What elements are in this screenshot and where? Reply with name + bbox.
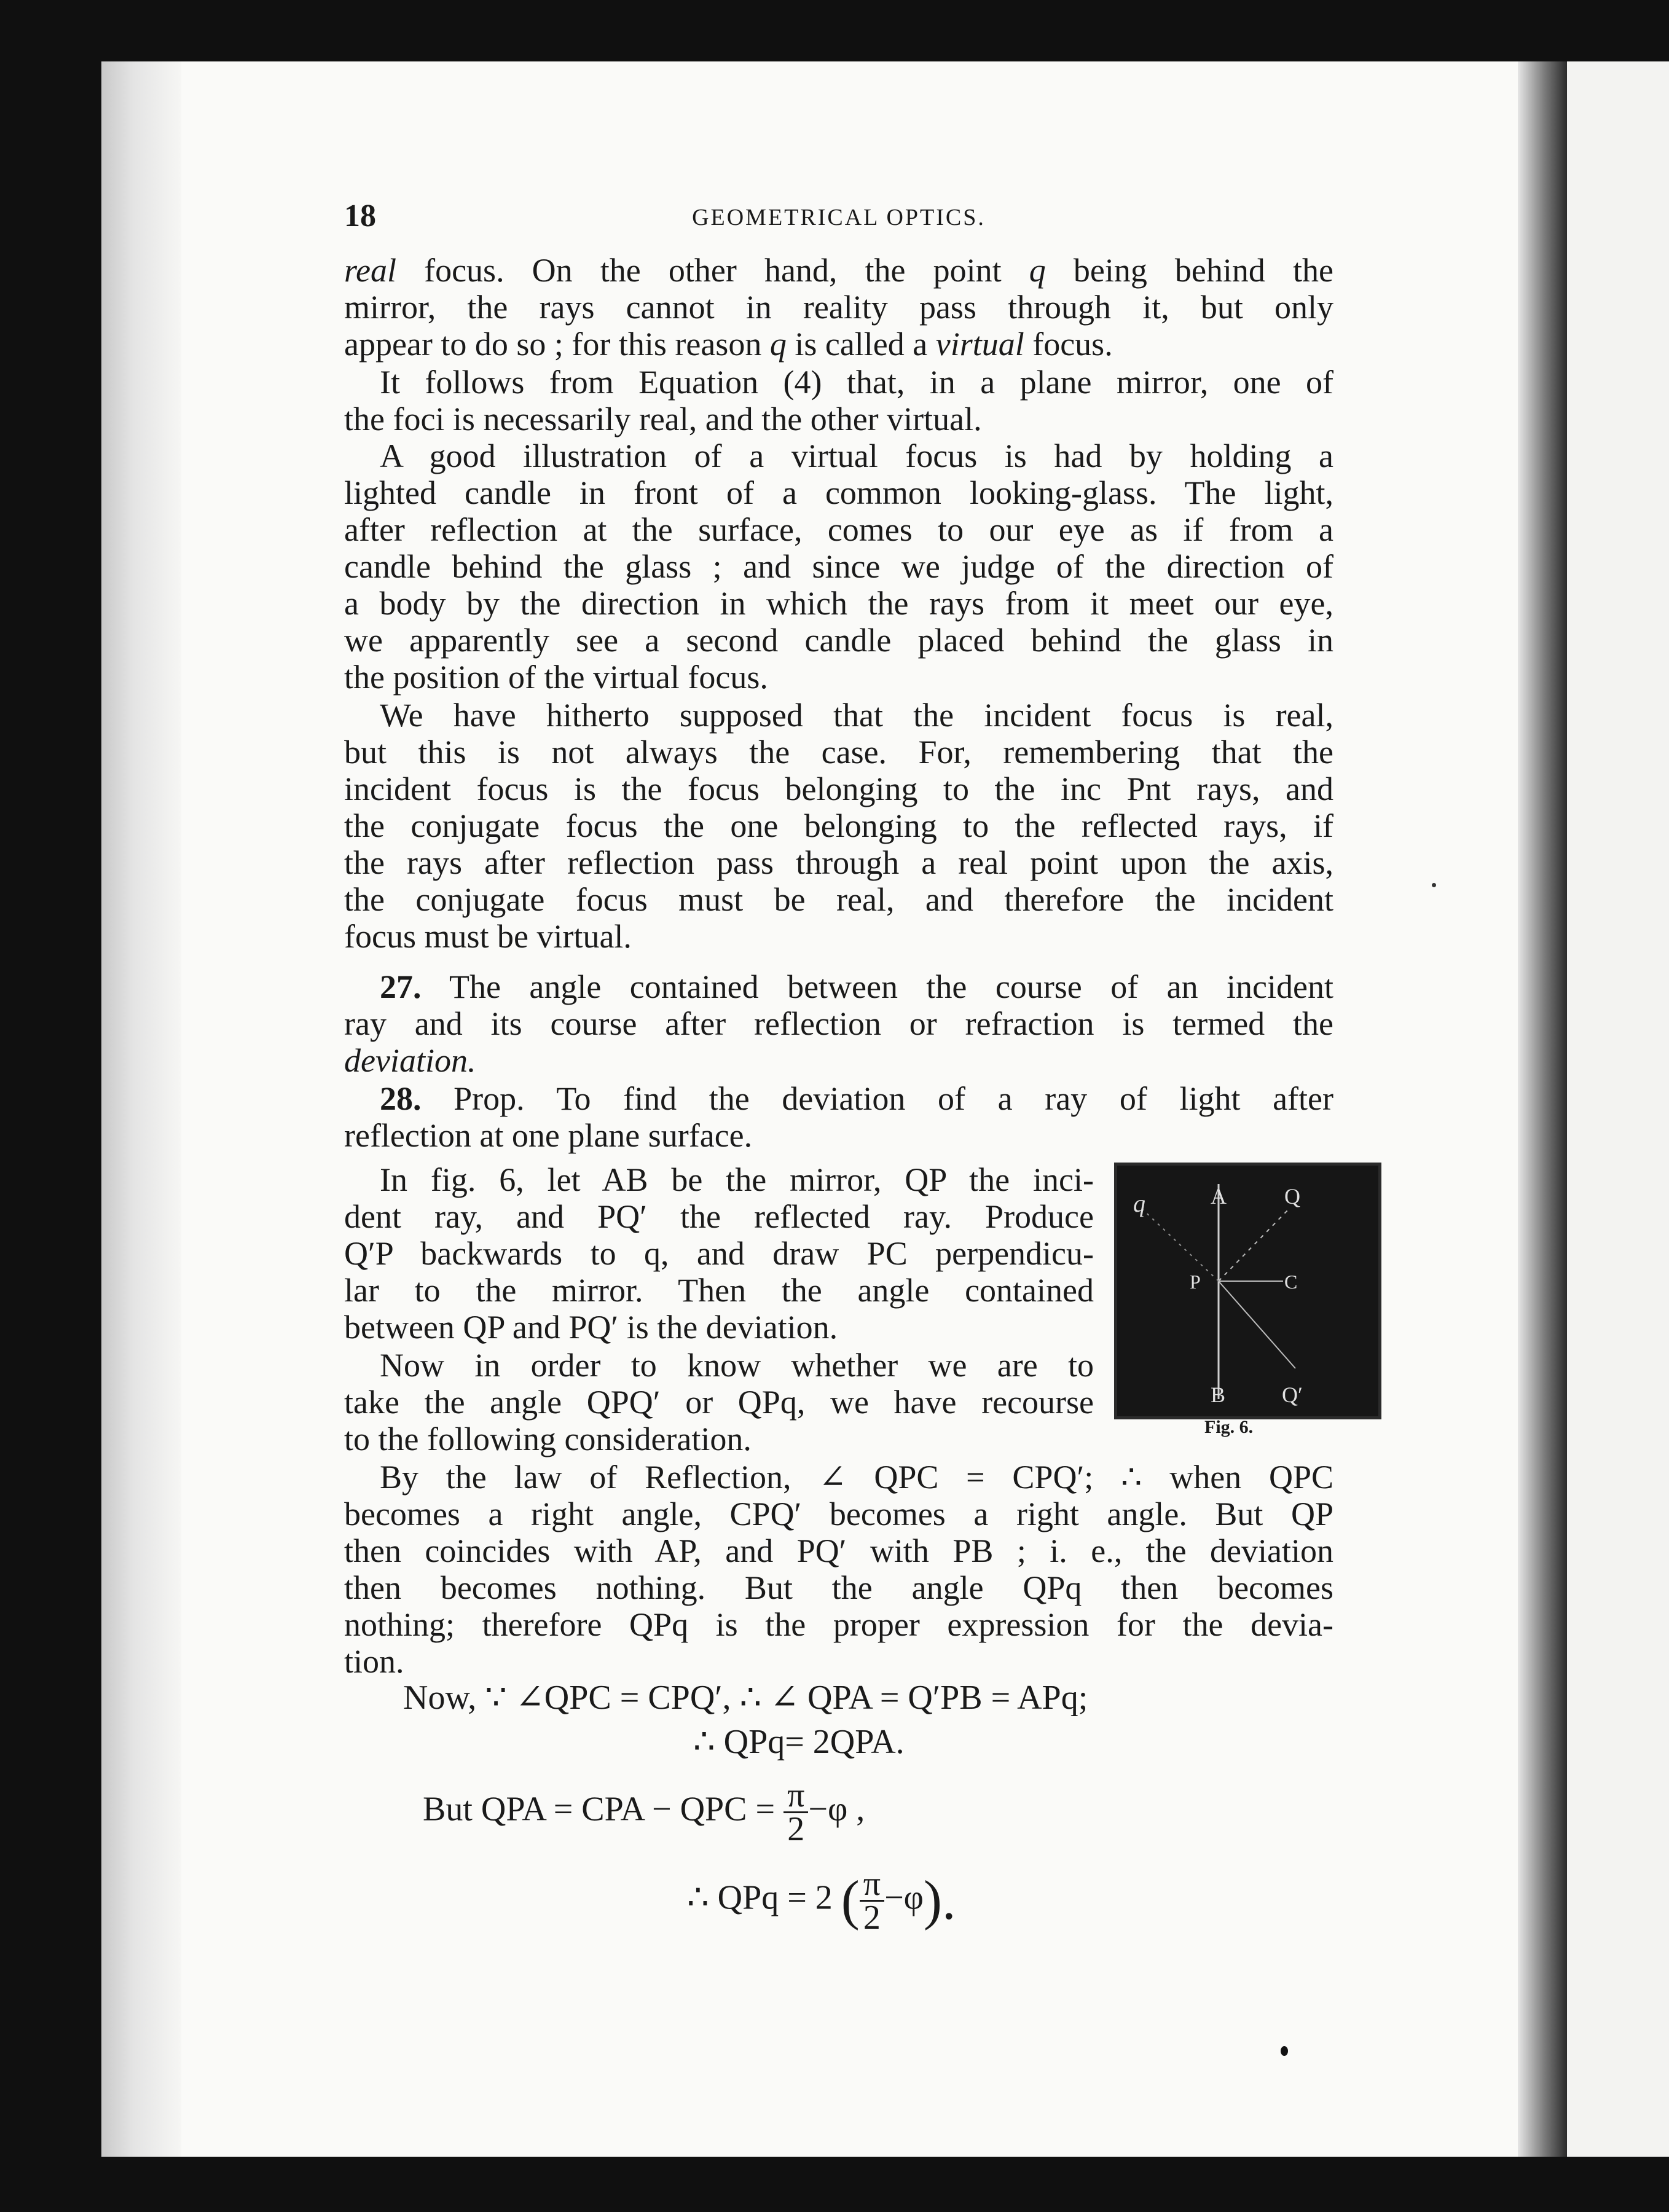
- running-title: GEOMETRICAL OPTICS.: [692, 205, 986, 230]
- italic-term: deviation.: [344, 1042, 476, 1079]
- label-q: q: [1133, 1190, 1145, 1217]
- facing-page-edge: [1567, 61, 1669, 2157]
- label-b: B: [1211, 1382, 1226, 1407]
- running-head: [344, 198, 1333, 235]
- text-line: lighted candle in front of a common looking-glass. The light,: [344, 474, 1333, 511]
- text-line: In fig. 6, let AB be the mirror, QP the inci-: [380, 1161, 1094, 1198]
- text-line: focus must be virtual.: [344, 918, 632, 955]
- text-line: Q′P backwards to q, and draw PC perpendicu-: [344, 1235, 1094, 1272]
- virtual-ray: [1142, 1209, 1219, 1281]
- section-27-line: [380, 968, 1333, 1005]
- text-line: the conjugate focus must be real, and therefore the incident: [344, 881, 1333, 918]
- figure-6: [1114, 1163, 1381, 1419]
- italic-term: virtual: [935, 326, 1024, 363]
- eq-text: ∴ QPq = 2: [687, 1878, 841, 1917]
- section-number: 27.: [380, 968, 422, 1005]
- text-line: [344, 326, 1113, 363]
- text-line: a body by the direction in which the rays from it meet our eye,: [344, 585, 1333, 622]
- page-number: 18: [344, 198, 376, 233]
- italic-term: real: [344, 252, 396, 289]
- text-run: appear to do so ; for this reason: [344, 326, 770, 363]
- incident-ray: [1219, 1209, 1289, 1281]
- text-line: to the following consideration.: [344, 1421, 752, 1457]
- italic-symbol: q: [769, 326, 787, 363]
- text-line: nothing; therefore QPq is the proper expression for the devia-: [344, 1606, 1333, 1643]
- text-line: Now in order to know whether we are to: [380, 1347, 1094, 1384]
- fraction-denominator: 2: [787, 1810, 805, 1848]
- label-a: A: [1211, 1184, 1227, 1209]
- text-line: take the angle QPQ′ or QPq, we have recourse: [344, 1384, 1094, 1421]
- text-line: dent ray, and PQ′ the reflected ray. Produce: [344, 1198, 1094, 1235]
- reflected-ray: [1219, 1281, 1295, 1368]
- scan-speck: [1281, 2046, 1288, 2056]
- text-run: focus. On the other hand, the point: [396, 252, 1029, 289]
- section-number: 28.: [380, 1080, 422, 1117]
- label-p: P: [1190, 1271, 1201, 1293]
- text-run: Prop. To find the deviation of a ray of light after: [421, 1080, 1333, 1117]
- eq-text: −φ ,: [808, 1790, 865, 1829]
- text-line: [344, 1042, 476, 1079]
- figure-6-diagram: [1117, 1166, 1378, 1416]
- text-line: A good illustration of a virtual focus is had by holding a: [380, 437, 1333, 474]
- text-line: but this is not always the case. For, remembering that the: [344, 734, 1333, 771]
- text-line: the position of the virtual focus.: [344, 659, 768, 696]
- equation-1: Now, ∵ ∠QPC = CPQ′, ∴ ∠ QPA = Q′PB = APq;: [403, 1679, 1088, 1717]
- text-line: between QP and PQ′ is the deviation.: [344, 1309, 838, 1346]
- label-q-prime: Q′: [1282, 1382, 1303, 1407]
- scan-dot: [1432, 883, 1436, 887]
- text-line: mirror, the rays cannot in reality pass through it, but only: [344, 289, 1333, 326]
- text-run: focus.: [1024, 326, 1113, 363]
- equation-4: [687, 1865, 956, 1937]
- text-line: the foci is necessarily real, and the other virtual.: [344, 401, 982, 437]
- text-line: [344, 252, 1333, 289]
- label-Q: Q: [1284, 1184, 1300, 1209]
- text-line: the rays after reflection pass through a real point upon the axis,: [344, 844, 1333, 881]
- italic-symbol: q: [1029, 252, 1046, 289]
- text-run: being behind the: [1045, 252, 1333, 289]
- text-line: incident focus is the focus belonging to the inc Pnt rays, and: [344, 771, 1333, 807]
- text-line: tion.: [344, 1643, 404, 1680]
- figure-caption: Fig. 6.: [1204, 1417, 1254, 1437]
- equation-2: ∴ QPq= 2QPA.: [693, 1723, 905, 1761]
- fraction: [783, 1776, 808, 1848]
- fraction-numerator: π: [783, 1779, 808, 1813]
- eq-text: But QPA = CPA − QPC =: [423, 1790, 784, 1829]
- text-line: then becomes nothing. But the angle QPq then becomes: [344, 1569, 1333, 1606]
- equation-3: [423, 1776, 865, 1848]
- text-line: candle behind the glass ; and since we judge of the direction of: [344, 548, 1333, 585]
- eq-text: −φ: [884, 1878, 924, 1917]
- text-line: then coincides with AP, and PQ′ with PB ; i. e., the deviation: [344, 1532, 1333, 1569]
- text-line: we apparently see a second candle placed behind the glass in: [344, 622, 1333, 659]
- text-line: reflection at one plane surface.: [344, 1117, 753, 1154]
- paren-close: ).: [923, 1870, 956, 1931]
- text-line: ray and its course after reflection or refraction is termed the: [344, 1005, 1333, 1042]
- binding-gutter: [101, 61, 181, 2157]
- fraction: [860, 1865, 884, 1937]
- text-line: after reflection at the surface, comes to our eye as if from a: [344, 511, 1333, 548]
- text-line: becomes a right angle, CPQ′ becomes a right angle. But QP: [344, 1496, 1333, 1532]
- text-line: the conjugate focus the one belonging to the reflected rays, if: [344, 807, 1333, 844]
- section-28-line: [380, 1080, 1333, 1117]
- label-c: C: [1284, 1271, 1298, 1293]
- text-line: We have hitherto supposed that the incident focus is real,: [380, 697, 1333, 734]
- text-run: The angle contained between the course of an incident: [421, 968, 1333, 1005]
- text-line: lar to the mirror. Then the angle contained: [344, 1272, 1094, 1309]
- fraction-denominator: 2: [863, 1899, 881, 1937]
- paren-open: (: [841, 1870, 860, 1931]
- text-line: By the law of Reflection, ∠ QPC = CPQ′; ∴ when QPC: [380, 1459, 1333, 1496]
- fraction-numerator: π: [860, 1868, 884, 1902]
- text-run: is called a: [786, 326, 936, 363]
- page-edge-shadow: [1518, 61, 1567, 2157]
- text-line: It follows from Equation (4) that, in a plane mirror, one of: [380, 364, 1333, 401]
